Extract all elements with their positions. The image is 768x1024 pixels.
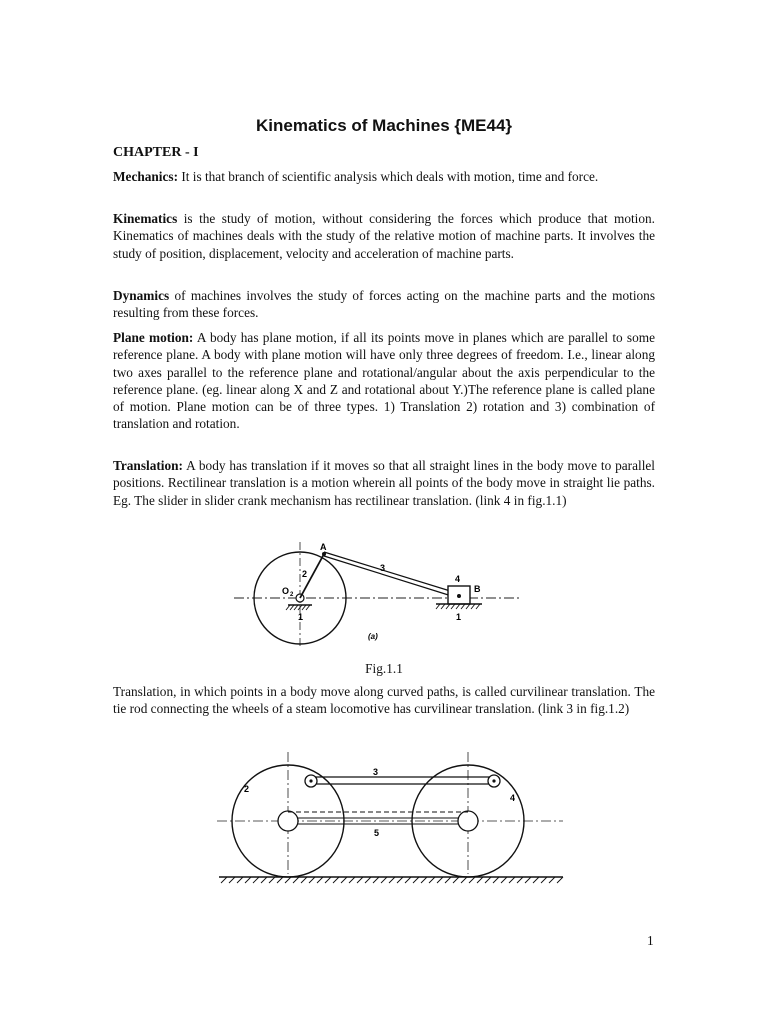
paragraph-curvilinear: Translation, in which points in a body move along curved paths, is called curvilinear translation. The tie rod connecting the wheels of a steam locomotive has curvilinear translation. (link 3 in fig.1.2): [113, 684, 655, 717]
term-plane-motion: Plane motion:: [113, 330, 194, 345]
text-translation: A body has translation if it moves so that all straight lines in the body move to parallel positions. Rectilinear translation is a motion wherein all points of the body move in straight lie paths. Eg. The slider in slider crank mechanism has rectilinear translation. (link 4 in fig.1.1): [113, 458, 655, 508]
chapter-heading: CHAPTER - I: [113, 145, 199, 160]
label-O2-sub: 2: [290, 592, 294, 598]
label-B: B: [474, 584, 481, 594]
label-rod-5: 5: [374, 828, 380, 838]
label-link-1a: 1: [298, 612, 304, 622]
paragraph-plane-motion: [113, 329, 655, 433]
label-wheel-4: 4: [510, 793, 516, 803]
label-link-4: 4: [455, 574, 461, 584]
page-number: 1: [647, 933, 654, 948]
paragraph-dynamics: [113, 287, 655, 322]
paragraph-translation: [113, 457, 655, 509]
label-link-3: 3: [380, 563, 386, 573]
label-subfigure-a: (a): [368, 632, 378, 641]
figure-slider-crank: [232, 538, 522, 650]
text-dynamics: of machines involves the study of forces acting on the machine parts and the motions resulting from these forces.: [113, 288, 655, 321]
label-A: A: [320, 542, 327, 552]
label-link-2: 2: [302, 569, 308, 579]
document-title: Kinematics of Machines {ME44}: [255, 116, 513, 135]
label-wheel-2: 2: [244, 784, 250, 794]
term-mechanics: Mechanics:: [113, 169, 178, 184]
term-kinematics: Kinematics: [113, 211, 178, 226]
text-kinematics: is the study of motion, without considering the forces which produce that motion. Kinematics of machines deals with the study of the relative motion of machine parts. It involves the study of position, displacement, velocity and acceleration of machine parts.: [113, 211, 655, 261]
figure-caption: Fig.1.1: [365, 661, 403, 676]
term-translation: Translation:: [113, 458, 183, 473]
paragraph-mechanics: [113, 168, 655, 185]
text-plane-motion: A body has plane motion, if all its points move in planes which are parallel to some reference plane. A body with plane motion will have only three degrees of freedom. I.e., linear along two axes parallel to the reference plane and rotational/angular about the axis perpendicular to the reference plane. (eg. linear along X and Z and rotational about Y.)The reference plane is called plane of motion. Plane motion can be of three types. 1) Translation 2) rotation and 3) combination of translation and rotation.: [113, 330, 655, 432]
label-tie-rod-3: 3: [373, 767, 379, 777]
term-dynamics: Dynamics: [113, 288, 170, 303]
text-mechanics: It is that branch of scientific analysis which deals with motion, time and force.: [178, 169, 599, 184]
figure-locomotive-wheels: [213, 750, 567, 890]
paragraph-kinematics: [113, 210, 655, 262]
label-O2: O: [282, 586, 290, 596]
label-link-1b: 1: [456, 612, 462, 622]
